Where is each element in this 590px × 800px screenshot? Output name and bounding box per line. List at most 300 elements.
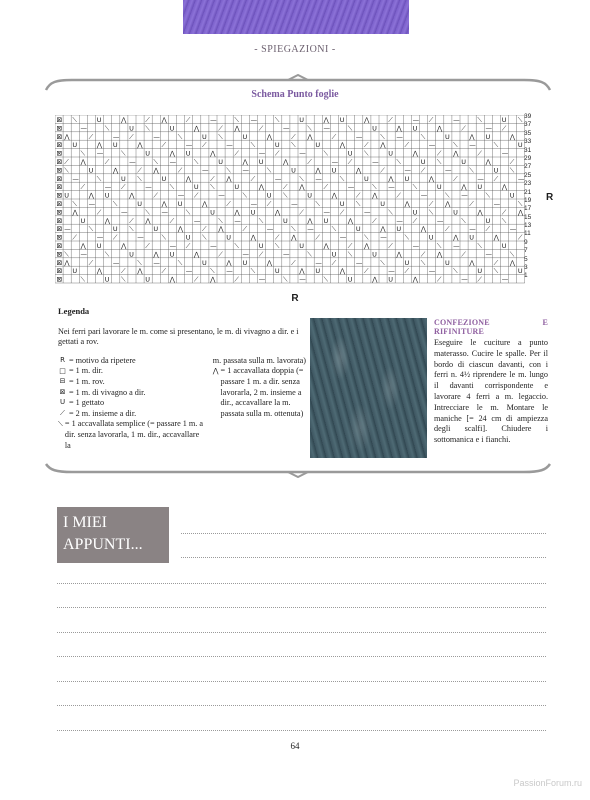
- stitch-symbol: ⟍: [64, 166, 69, 175]
- selvedge-mark: ⊠: [56, 216, 63, 225]
- stitch-symbol: ⟍: [315, 200, 320, 208]
- selvedge-mark: ⊠: [56, 233, 63, 242]
- stitch-symbol: ⟍: [517, 116, 523, 124]
- stitch-symbol: ⟋: [234, 149, 239, 158]
- legend-item: [213, 356, 308, 367]
- stitch-symbol: U: [517, 267, 523, 276]
- stitch-symbol: ⋀: [193, 124, 200, 133]
- stitch-symbol: ⟍: [218, 132, 223, 141]
- stitch-symbol: ⋀: [72, 208, 78, 217]
- stitch-symbol: ⟍: [323, 275, 329, 284]
- stitch-symbol: —: [274, 174, 282, 183]
- stitch-symbol: —: [469, 141, 476, 150]
- stitch-symbol: ⟋: [412, 216, 418, 225]
- row-number: 39: [524, 113, 532, 120]
- legend-symbol: ⊠: [59, 387, 66, 396]
- stitch-symbol: ⟍: [364, 233, 369, 242]
- stitch-symbol: ⟋: [88, 258, 94, 267]
- stitch-symbol: ⟍: [307, 250, 312, 259]
- legend-intro: Nei ferri pari lavorare le m. come si presentano, le m. di vivagno a dir. e i gettati a rov.: [58, 326, 299, 347]
- stitch-symbol: —: [396, 216, 403, 225]
- stitch-symbol: U: [104, 191, 110, 200]
- stitch-symbol: ⟋: [258, 124, 264, 133]
- stitch-symbol: ⋀: [299, 183, 305, 192]
- stitch-symbol: —: [517, 174, 525, 183]
- note-line[interactable]: [57, 705, 546, 706]
- stitch-symbol: ⟍: [177, 132, 183, 141]
- stitch-symbol: ⟍: [404, 233, 410, 242]
- stitch-symbol: —: [485, 250, 492, 259]
- stitch-symbol: ⋀: [453, 233, 459, 242]
- stitch-symbol: ⟍: [412, 183, 418, 192]
- stitch-symbol: U: [436, 183, 442, 192]
- stitch-symbol: U: [485, 216, 491, 225]
- stitch-symbol: —: [266, 225, 274, 234]
- stitch-symbol: ⟋: [64, 158, 69, 166]
- stitch-symbol: ⟋: [339, 208, 345, 217]
- stitch-symbol: —: [331, 158, 339, 166]
- stitch-symbol: ⟍: [72, 200, 77, 208]
- finishing-title: CONFEZIONE E RIFINITURE: [434, 318, 548, 336]
- stitch-symbol: ⋀: [274, 208, 281, 217]
- note-line[interactable]: [57, 607, 546, 608]
- stitch-symbol: ⟍: [339, 174, 345, 183]
- finishing-text: Eseguire le cuciture a punto materasso. Cucire le spalle. Per il bordo di ciascun davanti, con i ferri n. 4½ riprendere le m. lungo il davanti corrispondente e lavorare 4 ferri a m. legaccio. Intrecciare le m. Montare le maniche [= 24 cm di ampiezza degli scalfi]. Chiudere i sottomanica e i fianchi.: [434, 338, 548, 445]
- stitch-symbol: —: [477, 174, 484, 183]
- stitch-symbol: U: [202, 258, 207, 267]
- stitch-symbol: U: [169, 250, 175, 259]
- stitch-symbol: ⋀: [453, 149, 459, 158]
- stitch-symbol: ⟍: [323, 149, 329, 158]
- stitch-symbol: ⋀: [501, 183, 508, 192]
- stitch-symbol: —: [161, 208, 168, 217]
- stitch-symbol: ⋀: [509, 132, 516, 141]
- stitch-symbol: —: [453, 242, 460, 250]
- stitch-symbol: —: [250, 116, 258, 124]
- stitch-symbol: ⋀: [169, 275, 175, 284]
- stitch-symbol: ⋀: [315, 166, 321, 175]
- selvedge-mark: ⊠: [56, 275, 63, 284]
- stitch-symbol: U: [299, 116, 304, 124]
- legend-text: = 1 accavallata semplice (= passare 1 m. a dir. senza lavorarla, 1 m. dir., accavallare la: [64, 419, 204, 450]
- stitch-symbol: ⟍: [485, 191, 491, 200]
- repeat-marker-bottom: R: [291, 293, 299, 304]
- stitch-symbol: ⟋: [137, 166, 142, 175]
- stitch-symbol: ⟍: [420, 132, 426, 141]
- stitch-symbol: U: [185, 149, 191, 158]
- stitch-symbol: ⟍: [218, 216, 223, 225]
- stitch-symbol: ⋀: [299, 267, 305, 276]
- stitch-symbol: ⋀: [96, 141, 103, 150]
- stitch-symbol: ⋀: [307, 216, 313, 225]
- stitch-symbol: U: [266, 191, 272, 200]
- stitch-symbol: ⟍: [185, 208, 191, 217]
- stitch-symbol: —: [453, 116, 460, 124]
- stitch-symbol: ⟋: [210, 174, 215, 183]
- stitch-symbol: U: [112, 141, 118, 150]
- stitch-symbol: —: [436, 216, 444, 225]
- stitch-symbol: U: [121, 174, 126, 183]
- stitch-symbol: —: [80, 250, 87, 259]
- stitch-symbol: ⟍: [299, 174, 304, 183]
- stitch-symbol: ⟋: [291, 132, 296, 141]
- stitch-symbol: ⟍: [242, 191, 248, 200]
- stitch-symbol: —: [372, 158, 379, 166]
- stitch-symbol: U: [323, 216, 329, 225]
- stitch-symbol: ⋀: [347, 216, 354, 225]
- selvedge-mark: ⊠: [56, 158, 63, 166]
- stitch-symbol: U: [501, 116, 507, 124]
- row-number: 21: [524, 188, 532, 196]
- note-line[interactable]: [57, 656, 546, 657]
- stitch-symbol: ⋀: [331, 191, 337, 200]
- stitch-symbol: U: [96, 242, 102, 250]
- stitch-symbol: ⟋: [347, 158, 353, 166]
- stitch-symbol: ⋀: [517, 208, 524, 217]
- stitch-symbol: —: [177, 191, 185, 200]
- stitch-symbol: —: [493, 200, 501, 208]
- stitch-symbol: ⟍: [355, 200, 361, 208]
- stitch-symbol: U: [161, 174, 167, 183]
- legend-item: [58, 419, 205, 451]
- stitch-symbol: ⋀: [153, 166, 159, 175]
- legend-item: [58, 409, 205, 420]
- legend-text: = 2 m. insieme a dir.: [69, 408, 137, 418]
- stitch-symbol: —: [185, 267, 193, 276]
- selvedge-mark: ⊠: [56, 149, 63, 158]
- stitch-symbol: ⟋: [169, 216, 175, 225]
- stitch-symbol: U: [420, 158, 426, 166]
- stitch-symbol: ⋀: [412, 275, 418, 284]
- stitch-symbol: U: [477, 267, 483, 276]
- stitch-symbol: ⟋: [193, 275, 199, 284]
- stitch-symbol: U: [493, 166, 499, 175]
- legend-column-left: [58, 356, 205, 451]
- stitch-symbol: ⟍: [104, 250, 110, 259]
- stitch-symbol: ⟍: [509, 250, 515, 259]
- stitch-symbol: —: [428, 141, 436, 150]
- stitch-symbol: ⟋: [396, 191, 401, 200]
- stitch-symbol: ⟍: [96, 174, 102, 183]
- stitch-symbol: ⋀: [364, 242, 370, 250]
- stitch-symbol: —: [96, 149, 104, 158]
- stitch-symbol: ⟍: [210, 183, 215, 192]
- knit-swatch-image: [183, 0, 409, 34]
- stitch-symbol: ⟋: [291, 258, 296, 267]
- repeat-marker-right: R: [546, 192, 554, 203]
- row-number: 27: [524, 163, 532, 171]
- legend-text: = 1 m. dir.: [69, 366, 103, 376]
- stitch-symbol: ⋀: [210, 275, 216, 284]
- stitch-symbol: —: [242, 166, 249, 175]
- stitch-symbol: U: [274, 267, 280, 276]
- stitch-symbol: —: [72, 174, 79, 183]
- stitch-symbol: U: [72, 141, 78, 150]
- stitch-symbol: ⟍: [477, 242, 482, 250]
- stitch-symbol: ⟍: [347, 124, 353, 133]
- stitch-symbol: —: [428, 267, 436, 276]
- stitch-symbol: ⟋: [364, 141, 369, 150]
- stitch-symbol: U: [145, 275, 151, 284]
- stitch-symbol: —: [283, 250, 290, 259]
- stitch-symbol: ⟍: [420, 258, 426, 267]
- stitch-symbol: —: [64, 225, 71, 234]
- stitch-symbol: ⋀: [234, 208, 240, 217]
- stitch-symbol: —: [234, 216, 241, 225]
- stitch-symbol: U: [453, 208, 458, 217]
- stitch-symbol: ⋀: [177, 225, 184, 234]
- stitch-symbol: ⟋: [364, 267, 369, 276]
- stitch-symbol: ⟋: [274, 149, 280, 158]
- stitch-symbol: —: [501, 275, 509, 284]
- stitch-symbol: U: [388, 275, 394, 284]
- stitch-symbol: ⟋: [307, 158, 312, 166]
- stitch-symbol: U: [274, 141, 280, 150]
- row-number: 15: [524, 213, 532, 221]
- selvedge-mark: ⊠: [56, 132, 63, 141]
- stitch-symbol: —: [420, 191, 428, 200]
- row-number: 25: [524, 171, 532, 179]
- stitch-symbol: U: [428, 233, 434, 242]
- stitch-symbol: —: [380, 233, 387, 242]
- stitch-symbol: ⟍: [274, 116, 280, 124]
- stitch-symbol: ⋀: [218, 225, 224, 234]
- stitch-symbol: ⋀: [412, 149, 418, 158]
- stitch-symbol: ⟍: [80, 149, 86, 158]
- stitch-symbol: ⟍: [436, 158, 442, 166]
- stitch-symbol: ⟍: [121, 275, 126, 284]
- stitch-symbol: U: [331, 250, 337, 259]
- stitch-symbol: —: [80, 124, 87, 133]
- stitch-symbol: ⟍: [291, 225, 296, 234]
- stitch-symbol: —: [315, 174, 322, 183]
- sweater-detail-photo: [310, 318, 427, 458]
- stitch-symbol: ⋀: [388, 174, 394, 183]
- stitch-symbol: ⋀: [477, 208, 483, 217]
- stitch-symbol: ⟋: [266, 200, 272, 208]
- stitch-symbol: U: [202, 132, 207, 141]
- stitch-symbol: ⟋: [388, 242, 393, 250]
- stitch-symbol: ⋀: [428, 174, 435, 183]
- stitch-symbol: ⋀: [80, 158, 86, 166]
- stitch-symbol: —: [445, 166, 452, 175]
- stitch-symbol: —: [291, 200, 298, 208]
- stitch-symbol: U: [469, 233, 475, 242]
- row-number: 31: [524, 146, 532, 154]
- stitch-symbol: —: [226, 267, 233, 276]
- stitch-symbol: —: [202, 166, 209, 175]
- stitch-symbol: ⋀: [485, 158, 491, 166]
- selvedge-mark: ⊠: [56, 141, 63, 150]
- stitch-symbol: —: [299, 149, 306, 158]
- stitch-symbol: ⟋: [161, 267, 167, 276]
- stitch-symbol: —: [509, 225, 517, 234]
- row-number: 5: [524, 255, 528, 263]
- stitch-symbol: U: [412, 208, 418, 217]
- stitch-symbol: ⋀: [355, 166, 362, 175]
- stitch-symbol: ⟋: [129, 216, 134, 225]
- stitch-symbol: ⋀: [380, 225, 386, 234]
- note-line[interactable]: [57, 632, 546, 633]
- stitch-symbol: ⟋: [315, 233, 320, 242]
- stitch-symbol: ⟋: [461, 250, 466, 259]
- stitch-symbol: ⟍: [283, 275, 288, 284]
- stitch-symbol: ⟋: [420, 166, 426, 175]
- stitch-symbol: U: [258, 242, 264, 250]
- legend-symbol: ⟋: [60, 408, 65, 417]
- note-line[interactable]: [181, 533, 546, 534]
- stitch-symbol: —: [315, 258, 322, 267]
- stitch-symbol: U: [355, 225, 361, 234]
- legend-symbol: ⊟: [59, 377, 66, 386]
- selvedge-mark: ⊠: [56, 183, 63, 192]
- stitch-symbol: —: [153, 132, 160, 141]
- stitch-symbol: —: [210, 116, 217, 124]
- stitch-symbol: ⟋: [121, 183, 126, 192]
- stitch-symbol: ⟋: [493, 258, 499, 267]
- knitting-chart: [55, 115, 525, 285]
- stitch-symbol: —: [137, 233, 144, 242]
- row-number: 29: [524, 154, 532, 162]
- stitch-symbol: ⟍: [428, 208, 434, 217]
- note-line[interactable]: [57, 583, 546, 584]
- stitch-symbol: ⟍: [169, 183, 175, 192]
- stitch-symbol: ⟍: [129, 225, 134, 234]
- stitch-symbol: —: [388, 183, 395, 192]
- stitch-symbol: ⟍: [80, 275, 86, 284]
- stitch-symbol: U: [72, 267, 78, 276]
- stitch-symbol: ⟋: [218, 124, 223, 133]
- stitch-symbol: ⋀: [161, 200, 167, 208]
- stitch-symbol: U: [112, 225, 118, 234]
- stitch-symbol: —: [396, 132, 403, 141]
- stitch-symbol: ⋀: [436, 124, 443, 133]
- stitch-symbol: —: [461, 191, 468, 200]
- stitch-symbol: ⟋: [258, 250, 264, 259]
- stitch-symbol: U: [193, 183, 199, 192]
- stitch-symbol: ⋀: [88, 191, 94, 200]
- site-watermark: PassionForum.ru: [513, 778, 582, 788]
- stitch-symbol: U: [291, 166, 296, 175]
- stitch-symbol: ⟍: [388, 208, 393, 217]
- legend-section: [58, 306, 308, 451]
- selvedge-mark: ⊠: [56, 258, 63, 267]
- note-line[interactable]: [57, 730, 546, 731]
- stitch-symbol: —: [193, 216, 201, 225]
- stitch-symbol: ⟍: [274, 242, 280, 250]
- stitch-symbol: ⋀: [291, 233, 297, 242]
- stitch-symbol: ⟍: [453, 267, 458, 276]
- stitch-symbol: ⋀: [380, 141, 386, 150]
- stitch-symbol: ⋀: [112, 166, 119, 175]
- stitch-symbol: ⟋: [501, 208, 507, 217]
- stitch-symbol: —: [242, 250, 249, 259]
- stitch-symbol: ⟋: [509, 158, 515, 166]
- stitch-symbol: ⋀: [185, 174, 192, 183]
- stitch-symbol: —: [129, 158, 136, 166]
- stitch-symbol: ⟍: [153, 158, 158, 166]
- stitch-symbol: —: [112, 258, 120, 267]
- stitch-symbol: ⟋: [283, 183, 288, 192]
- stitch-symbol: U: [404, 174, 410, 183]
- stitch-symbol: ⟍: [137, 258, 142, 267]
- stitch-symbol: —: [469, 225, 476, 234]
- row-number: 7: [524, 247, 528, 255]
- stitch-symbol: U: [299, 242, 304, 250]
- stitch-symbol: ⟍: [161, 233, 167, 242]
- stitch-symbol: ⋀: [404, 200, 410, 208]
- stitch-symbol: ⟍: [453, 141, 458, 150]
- stitch-symbol: ⟋: [420, 250, 426, 259]
- stitch-symbol: ⟋: [185, 242, 191, 250]
- stitch-symbol: ⋀: [445, 200, 451, 208]
- stitch-symbol: ⟋: [388, 116, 393, 124]
- note-line[interactable]: [181, 557, 546, 558]
- stitch-symbol: ⟍: [436, 242, 442, 250]
- stitch-symbol: ⟍: [364, 149, 369, 158]
- stitch-symbol: U: [380, 200, 385, 208]
- stitch-symbol: ⋀: [153, 250, 159, 259]
- stitch-symbol: —: [258, 149, 266, 158]
- row-number: 9: [524, 238, 528, 246]
- stitch-symbol: ⟍: [177, 258, 183, 267]
- stitch-symbol: ⋀: [193, 250, 200, 259]
- selvedge-mark: ⊠: [56, 166, 63, 175]
- stitch-symbol: ⋀: [493, 233, 499, 242]
- stitch-symbol: —: [169, 242, 177, 250]
- stitch-symbol: ⟋: [380, 166, 385, 175]
- stitch-symbol: U: [96, 116, 102, 124]
- stitch-symbol: ⋀: [121, 242, 127, 250]
- stitch-symbol: ⟋: [299, 208, 304, 217]
- stitch-symbol: U: [80, 216, 86, 225]
- stitch-symbol: ⟍: [226, 166, 231, 175]
- stitch-symbol: —: [210, 242, 217, 250]
- stitch-symbol: ⟋: [80, 183, 86, 192]
- stitch-symbol: U: [210, 208, 215, 217]
- stitch-symbol: ⟋: [453, 174, 458, 183]
- stitch-symbol: ⋀: [250, 233, 256, 242]
- stitch-symbol: ⋀: [323, 116, 329, 124]
- stitch-symbol: —: [283, 124, 290, 133]
- row-number: 11: [524, 230, 531, 238]
- stitch-symbol: —: [121, 208, 128, 217]
- stitch-symbol: ⟋: [517, 233, 523, 242]
- stitch-symbol: ⋀: [96, 267, 103, 276]
- note-line[interactable]: [57, 681, 546, 682]
- stitch-symbol: ⟍: [509, 166, 515, 175]
- stitch-symbol: ⟍: [396, 158, 401, 166]
- stitch-symbol: U: [388, 149, 394, 158]
- stitch-symbol: ⋀: [137, 141, 143, 150]
- stitch-symbol: ⟍: [291, 141, 296, 150]
- stitch-symbol: —: [355, 132, 363, 141]
- stitch-symbol: ⟍: [145, 208, 150, 217]
- stitch-symbol: U: [218, 158, 223, 166]
- selvedge-mark: ⊠: [56, 116, 63, 124]
- legend-title: Legenda: [58, 306, 90, 316]
- stitch-symbol: U: [129, 124, 134, 133]
- row-number: 17: [524, 205, 532, 213]
- stitch-symbol: ⟋: [493, 174, 499, 183]
- stitch-symbol: ⋀: [436, 250, 443, 259]
- stitch-symbol: U: [412, 124, 418, 133]
- decorative-frame-bottom: [42, 462, 554, 478]
- row-number-column: [524, 113, 544, 281]
- stitch-symbol: ⟋: [88, 132, 94, 141]
- row-number: 33: [524, 138, 532, 146]
- stitch-symbol: U: [242, 258, 248, 267]
